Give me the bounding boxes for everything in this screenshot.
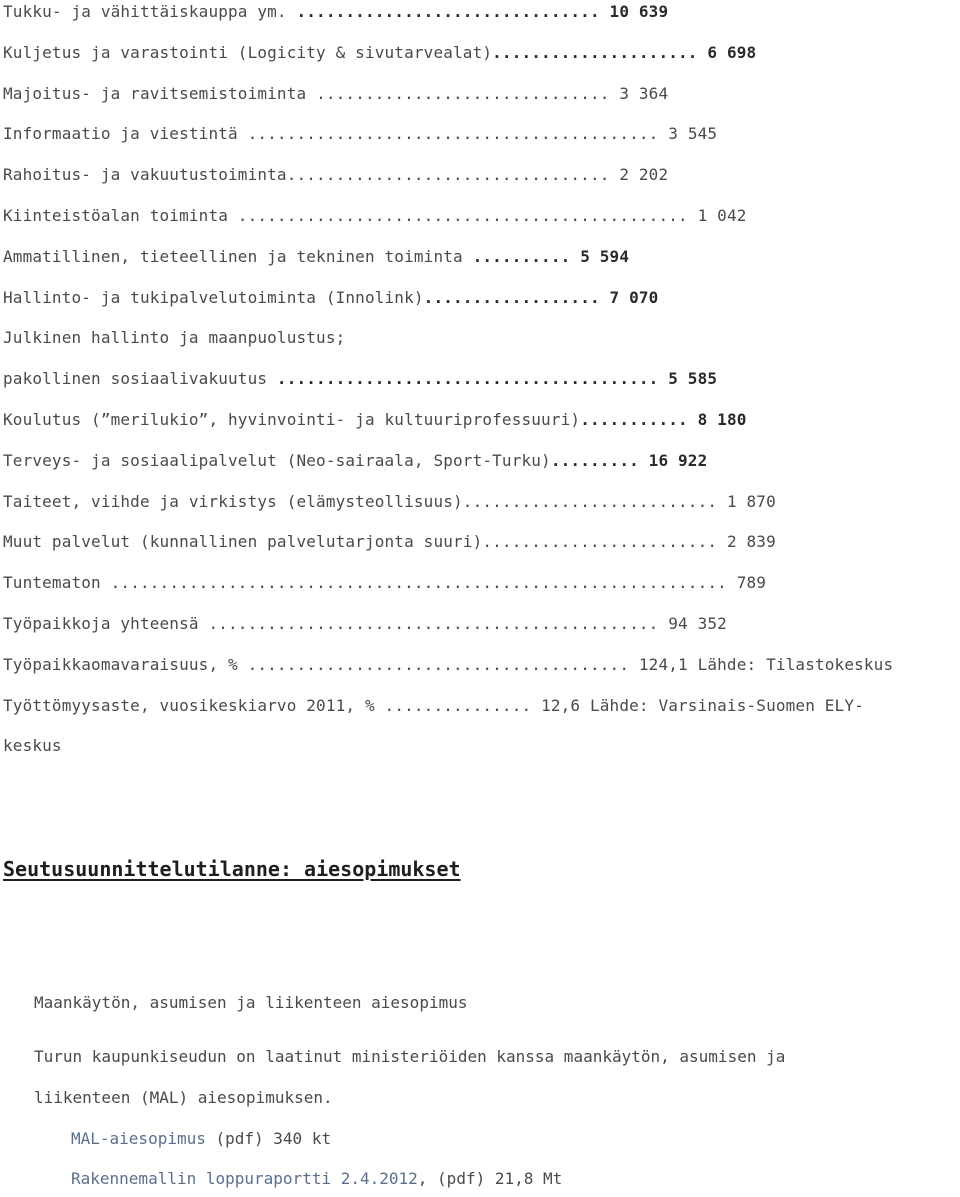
stat-leader-dots: ....................................... (276, 369, 659, 388)
agreement-paragraph-line-2: liikenteen (MAL) aiesopimuksen. (34, 1088, 333, 1107)
stat-label: Taiteet, viihde ja virkistys (elämysteollisuus) (3, 492, 463, 511)
stat-value: 5 585 (658, 369, 718, 388)
stat-row (3, 83, 668, 105)
stat-label: Ammatillinen, tieteellinen ja tekninen toiminta (3, 247, 473, 266)
stat-row (3, 287, 658, 309)
stat-leader-dots: .......................................... (247, 124, 659, 143)
agreement-paragraph-line-1: Turun kaupunkiseudun on laatinut ministeriöiden kanssa maankäytön, asumisen ja (34, 1047, 786, 1066)
stat-leader-dots: .............................................. (237, 206, 688, 225)
stat-leader-dots: ....................................... (247, 655, 630, 674)
stat-row (3, 327, 345, 349)
stat-leader-dots: ........... (580, 410, 688, 429)
stat-label: keskus (3, 736, 62, 755)
stat-row (3, 491, 776, 513)
stat-value: 124,1 Lähde: Tilastokeskus (629, 655, 894, 674)
stat-row (3, 531, 776, 553)
stat-value: 16 922 (638, 451, 708, 470)
stat-value: 2 202 (609, 165, 669, 184)
stat-label: Muut palvelut (kunnallinen palvelutarjonta suuri) (3, 532, 483, 551)
stat-label: Rahoitus- ja vakuutustoiminta (3, 165, 287, 184)
stat-row (3, 654, 893, 676)
stat-label: Terveys- ja sosiaalipalvelut (Neo-sairaala, Sport-Turku) (3, 451, 551, 470)
stat-row (3, 42, 756, 64)
stat-value: 8 180 (687, 410, 747, 429)
section-heading: Seutusuunnittelutilanne: aiesopimukset (3, 857, 461, 881)
stat-leader-dots: ........................ (482, 532, 718, 551)
stat-leader-dots: .......... (472, 247, 571, 266)
stat-value: 789 (726, 573, 767, 592)
stat-value: 3 364 (609, 84, 669, 103)
stat-label: Työpaikkoja yhteensä (3, 614, 209, 633)
mal-aiesopimus-link[interactable]: MAL-aiesopimus (71, 1129, 206, 1148)
stat-leader-dots: .................. (423, 288, 600, 307)
stat-row (3, 613, 727, 635)
stat-value: 6 698 (697, 43, 757, 62)
stat-row (3, 123, 717, 145)
stat-leader-dots: ..................... (492, 43, 698, 62)
stat-label: pakollinen sosiaalivakuutus (3, 369, 277, 388)
stat-row (3, 205, 747, 227)
stat-leader-dots: ................................. (286, 165, 610, 184)
stat-leader-dots: .......................... (462, 492, 718, 511)
stat-label: Kuljetus ja varastointi (Logicity & sivutarvealat) (3, 43, 493, 62)
stat-label: Työpaikkaomavaraisuus, % (3, 655, 248, 674)
stat-value: 2 839 (717, 532, 776, 551)
link-item-mal (71, 1128, 331, 1150)
stat-row (3, 735, 62, 757)
stat-leader-dots: .............................. (316, 84, 610, 103)
stat-row (3, 572, 766, 594)
stat-row (3, 246, 629, 268)
link-suffix: (pdf) 340 kt (205, 1129, 332, 1148)
stat-row (3, 368, 717, 390)
stat-row (3, 409, 747, 431)
stat-label: Tuntematon (3, 573, 111, 592)
stat-label: Majoitus- ja ravitsemistoiminta (3, 84, 317, 103)
rakennemalli-report-link[interactable]: Rakennemallin loppuraportti 2.4.2012 (71, 1169, 418, 1188)
agreement-subtitle: Maankäytön, asumisen ja liikenteen aiesopimus (34, 993, 468, 1012)
stat-row (3, 695, 864, 717)
stat-label: Kiinteistöalan toiminta (3, 206, 238, 225)
stat-leader-dots: .............................................. (208, 614, 659, 633)
stat-leader-dots: ............... (384, 696, 532, 715)
stat-value: 1 042 (687, 206, 747, 225)
stat-value: 5 594 (570, 247, 630, 266)
link-item-rakennemalli (71, 1168, 562, 1190)
stat-leader-dots: ......... (550, 451, 639, 470)
stat-leader-dots: ............................... (296, 2, 600, 21)
stat-row (3, 450, 707, 472)
stat-label: Julkinen hallinto ja maanpuolustus; (3, 328, 346, 347)
stat-label: Tukku- ja vähittäiskauppa ym. (3, 2, 297, 21)
stat-value: 12,6 Lähde: Varsinais-Suomen ELY- (531, 696, 864, 715)
stat-value: 1 870 (717, 492, 776, 511)
stat-label: Työttömyysaste, vuosikeskiarvo 2011, % (3, 696, 385, 715)
stat-value: 10 639 (599, 2, 669, 21)
stat-label: Informaatio ja viestintä (3, 124, 248, 143)
stat-row (3, 164, 668, 186)
stat-value: 3 545 (658, 124, 718, 143)
stat-row (3, 1, 668, 23)
stat-leader-dots: ............................................................... (110, 573, 727, 592)
link-suffix: , (pdf) 21,8 Mt (417, 1169, 563, 1188)
stat-value: 7 070 (599, 288, 659, 307)
stat-label: Koulutus (”merilukio”, hyvinvointi- ja kultuuriprofessuuri) (3, 410, 581, 429)
stat-label: Hallinto- ja tukipalvelutoiminta (Innolink) (3, 288, 424, 307)
stat-value: 94 352 (658, 614, 727, 633)
